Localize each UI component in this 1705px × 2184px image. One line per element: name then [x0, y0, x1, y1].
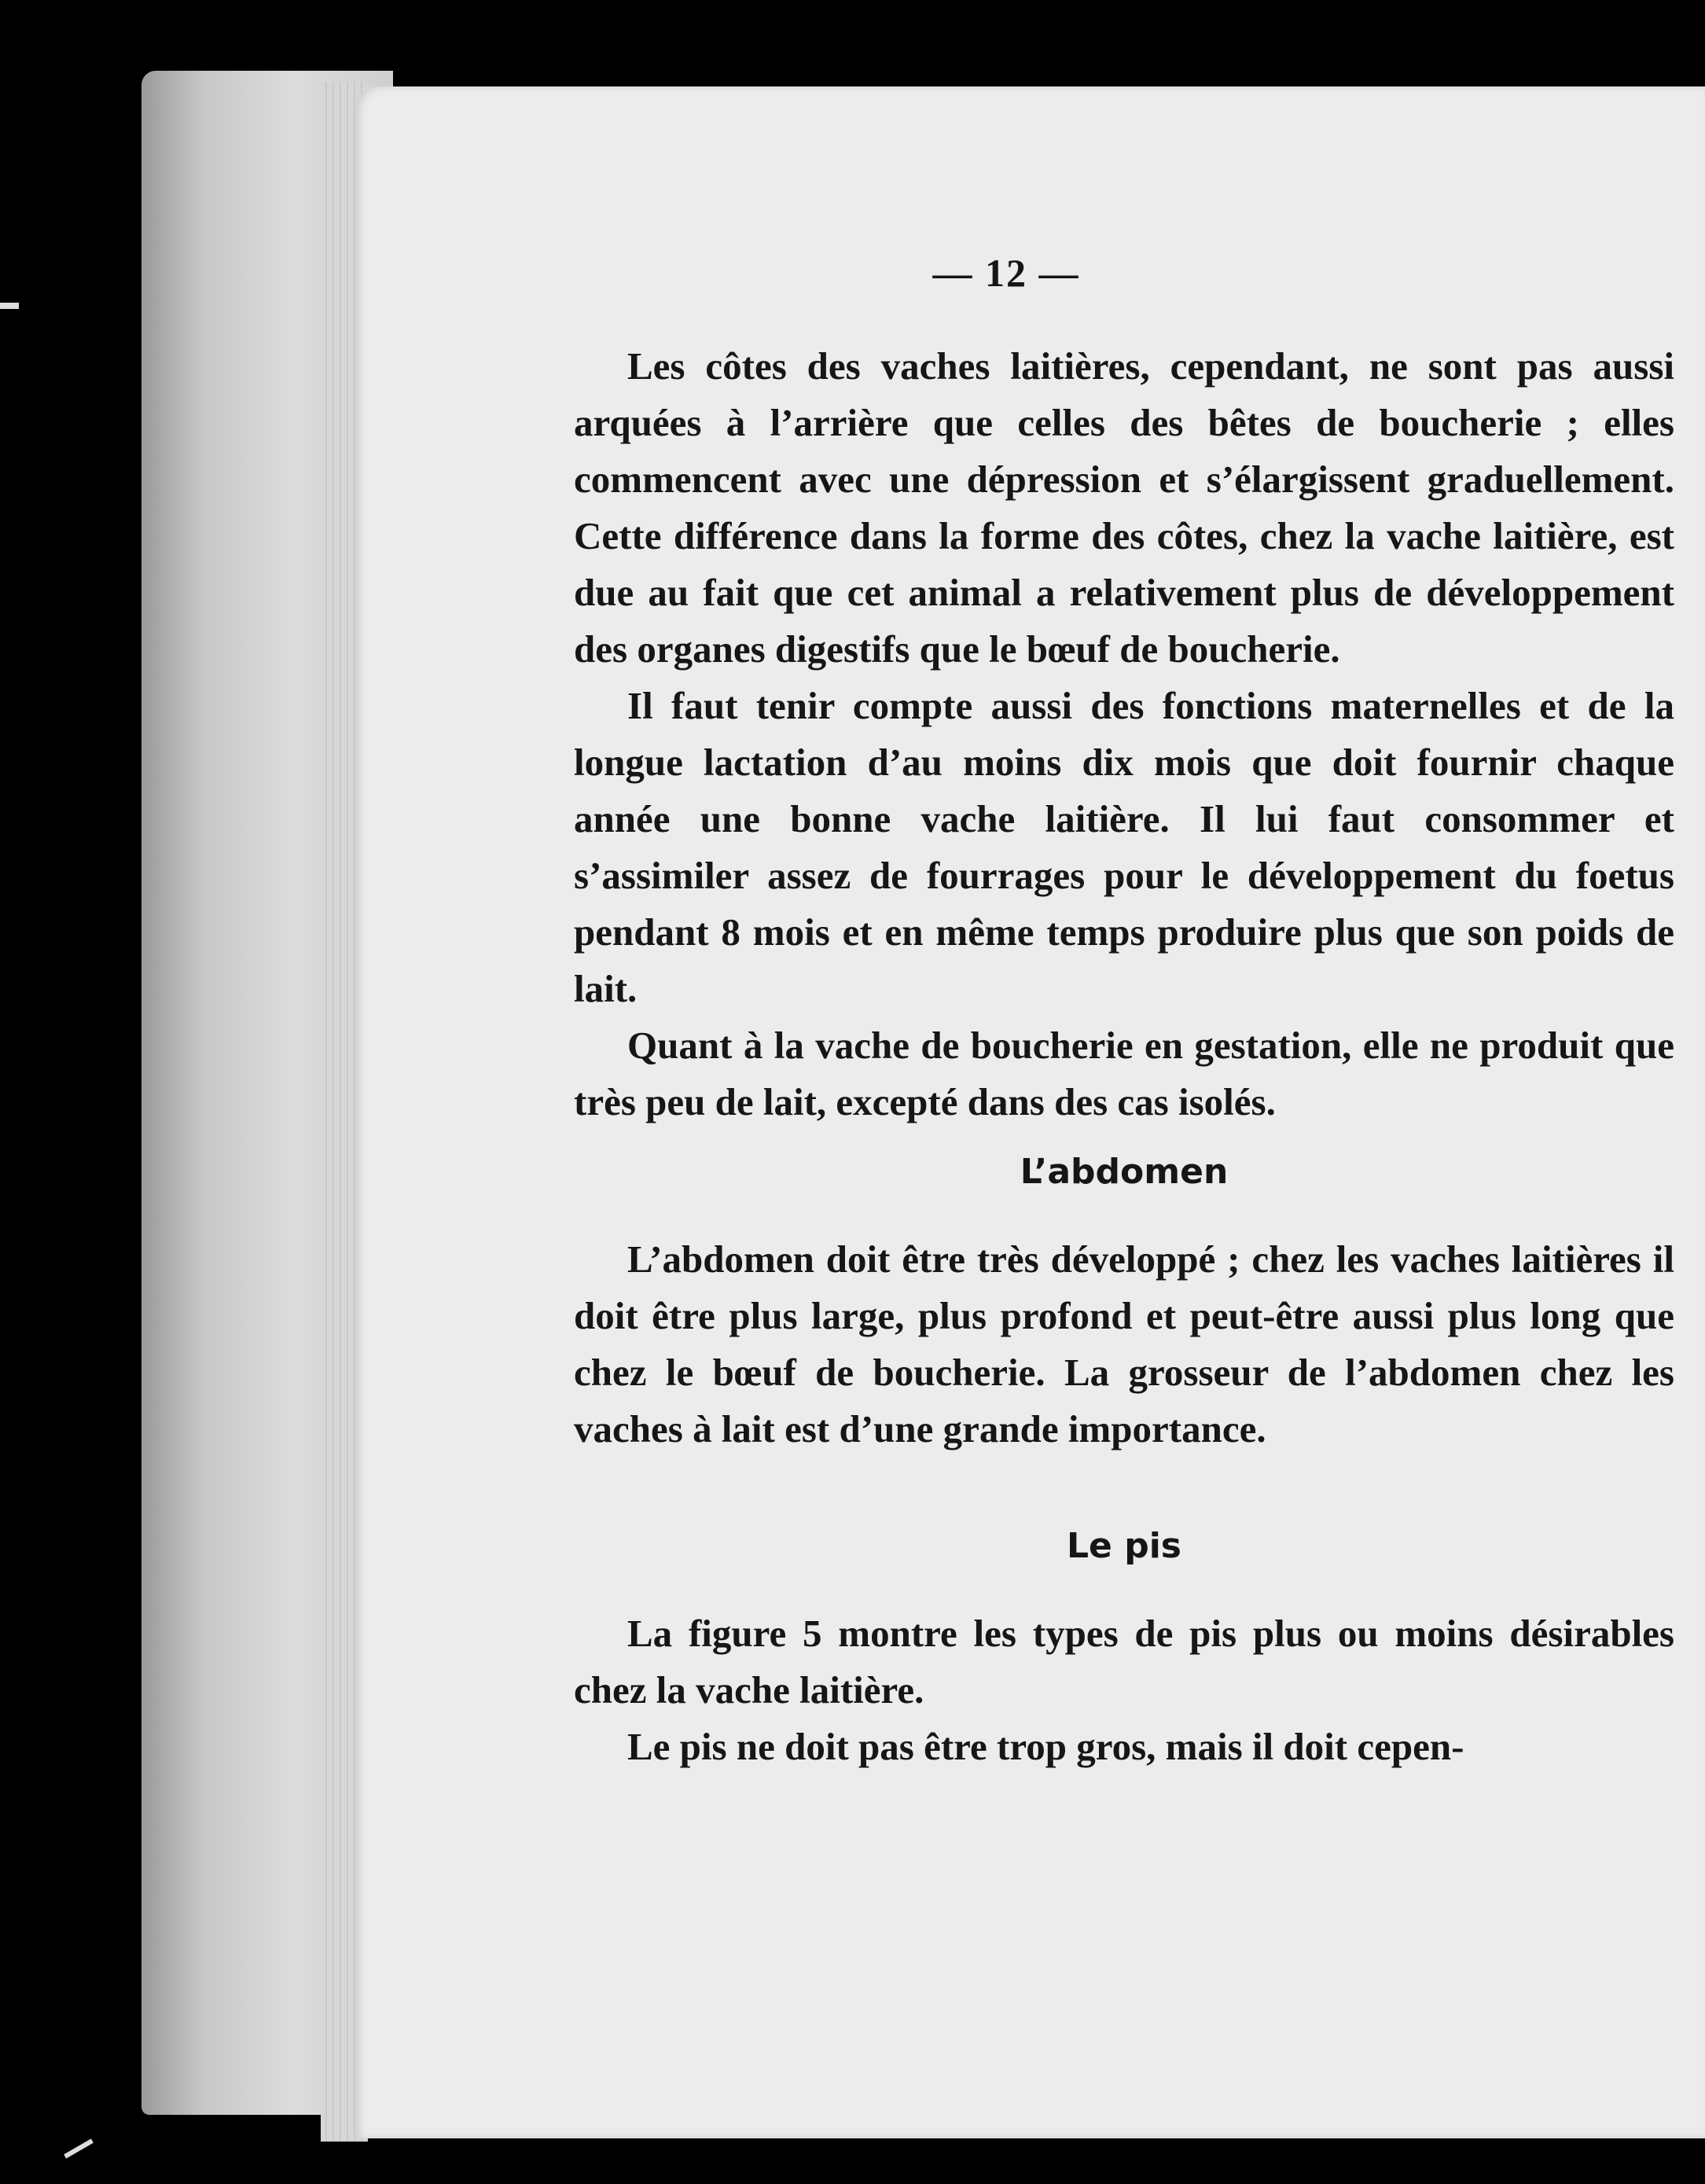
section-heading-abdomen: L’abdomen: [1020, 1152, 1229, 1192]
scan-speck: [0, 303, 19, 309]
paragraph-ribs: Les côtes des vaches laitières, cependant, ne sont pas aussi arquées à l’arrière que celles des bêtes de boucherie ; elles commencent avec une dépression et s’élargissent graduellement. Cette différence dans la forme des côtes, chez la vache laitière, est due au fait que cet animal a relativement plus de développement des organes digestifs que le bœuf de boucherie.: [574, 344, 1674, 671]
section-heading-udder: Le pis: [1067, 1526, 1181, 1566]
paragraph-abdomen: L’abdomen doit être très développé ; chez les vaches laitières il doit être plus large, plus profond et peut-être aussi plus long que chez le bœuf de boucherie. La grosseur de l’abdomen chez les vaches à lait est d’une grande importance.: [574, 1237, 1674, 1450]
scan-speck: [64, 2138, 94, 2158]
paragraph-maternal-functions: Il faut tenir compte aussi des fonctions maternelles et de la longue lactation d’au moins dix mois que doit fournir chaque année une bonne vache laitière. Il lui faut consommer et s’assimiler assez de fourrages pour le développement du foetus pendant 8 mois et en même temps produire plus que son poids de lait.: [574, 684, 1674, 1010]
page-number: — 12 —: [932, 251, 1080, 295]
paragraph-figure-5: La figure 5 montre les types de pis plus ou moins désirables chez la vache laitière.: [574, 1612, 1674, 1712]
paragraph-beef-cow: Quant à la vache de boucherie en gestation, elle ne produit que très peu de lait, excepté dans des cas isolés.: [574, 1024, 1674, 1123]
paragraph-udder-size: Le pis ne doit pas être trop gros, mais il doit cepen-: [627, 1725, 1464, 1768]
page-body: [574, 338, 1674, 1775]
